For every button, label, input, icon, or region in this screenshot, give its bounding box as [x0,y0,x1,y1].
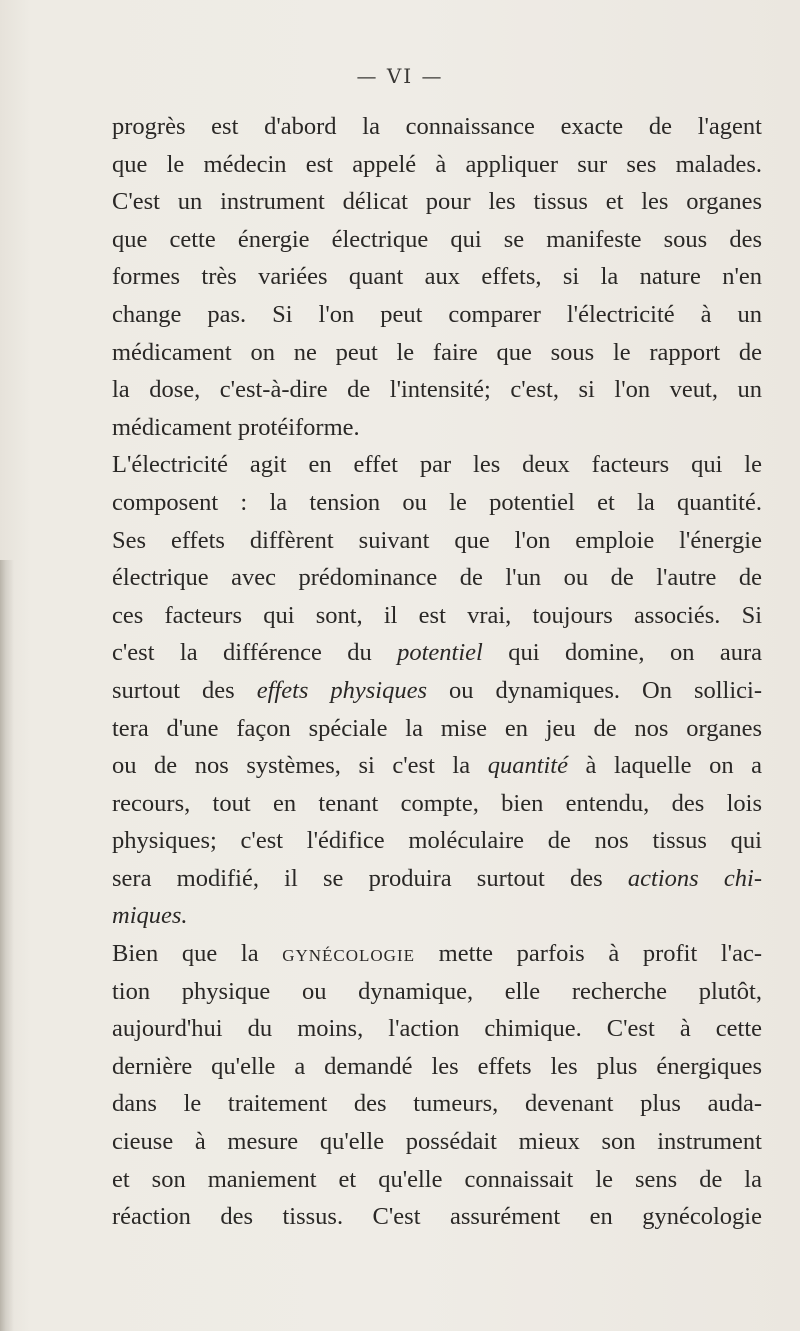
text-line: tion physique ou dynamique, elle recherche plutôt, [112,977,762,1005]
body-text [112,108,762,1236]
text-run: Bien que la [112,940,283,968]
paragraph-1 [112,108,762,446]
paragraph-2 [112,446,762,935]
text-line [112,747,762,785]
text-line: que cette énergie électrique qui se manifeste sous des [112,225,762,253]
text-line [112,897,762,935]
text-line: Ses effets diffèrent suivant que l'on emploie l'énergie [112,526,762,554]
text-run: qui domine, on aura [482,639,762,667]
italic-term-effets-physiques: effets physiques [256,676,428,704]
binding-shadow [0,560,14,1331]
text-run: sera modifié, il se produira surtout des [112,864,628,892]
text-line [112,634,762,672]
text-line: dans le traitement des tumeurs, devenant plus auda- [112,1090,762,1118]
italic-term-potentiel: potentiel [397,639,483,667]
text-line [112,860,762,898]
text-line: médicament protéiforme. [112,413,360,441]
text-line [112,672,762,710]
text-line: dernière qu'elle a demandé les effets les plus énergiques [112,1052,762,1080]
text-line: réaction des tissus. C'est assurément en gynécologie [112,1203,762,1231]
text-line: C'est un instrument délicat pour les tissus et les organes [112,188,762,216]
text-line: composent : la tension ou le potentiel et la quantité. [112,488,762,516]
text-run: surtout des [112,676,257,704]
text-line: cieuse à mesure qu'elle possédait mieux son instrument [112,1128,762,1156]
text-line: ces facteurs qui sont, il est vrai, toujours associés. Si [112,601,762,629]
text-run: mette parfois à profit l'ac- [415,940,762,968]
text-run: c'est la différence du [112,639,398,667]
text-line: progrès est d'abord la connaissance exacte de l'agent [112,113,762,140]
text-line: physiques; c'est l'édifice moléculaire de nos tissus qui [112,827,762,855]
text-run: ou dynamiques. On sollici- [427,676,763,704]
text-line: aujourd'hui du moins, l'action chimique. C'est à cette [112,1015,762,1043]
italic-term-actions-chimiques: actions chi- [627,864,762,892]
paragraph-3 [112,935,762,1236]
page-number-header: — VI — [356,64,444,88]
text-line: et son maniement et qu'elle connaissait le sens de la [112,1165,762,1193]
text-line: formes très variées quant aux effets, si la nature n'en [112,263,762,291]
text-line: recours, tout en tenant compte, bien entendu, des lois [112,789,762,817]
text-line: tera d'une façon spéciale la mise en jeu de nos organes [112,714,762,742]
text-line [112,935,762,973]
italic-term-quantite: quantité [487,752,568,780]
text-line: que le médecin est appelé à appliquer sur ses malades. [112,150,762,178]
text-line: L'électricité agit en effet par les deux facteurs qui le [112,451,762,479]
text-run: à laquelle on a [567,752,763,780]
text-line: change pas. Si l'on peut comparer l'électricité à un [112,300,762,328]
text-line: médicament on ne peut le faire que sous le rapport de [112,338,762,366]
smallcaps-term-gynecologie: gynécologie [282,940,416,968]
text-run: ou de nos systèmes, si c'est la [112,752,488,780]
text-line: électrique avec prédominance de l'un ou de l'autre de [112,564,762,592]
italic-term-chimiques-end: miques. [112,902,188,930]
text-line: la dose, c'est-à-dire de l'intensité; c'est, si l'on veut, un [112,376,762,404]
